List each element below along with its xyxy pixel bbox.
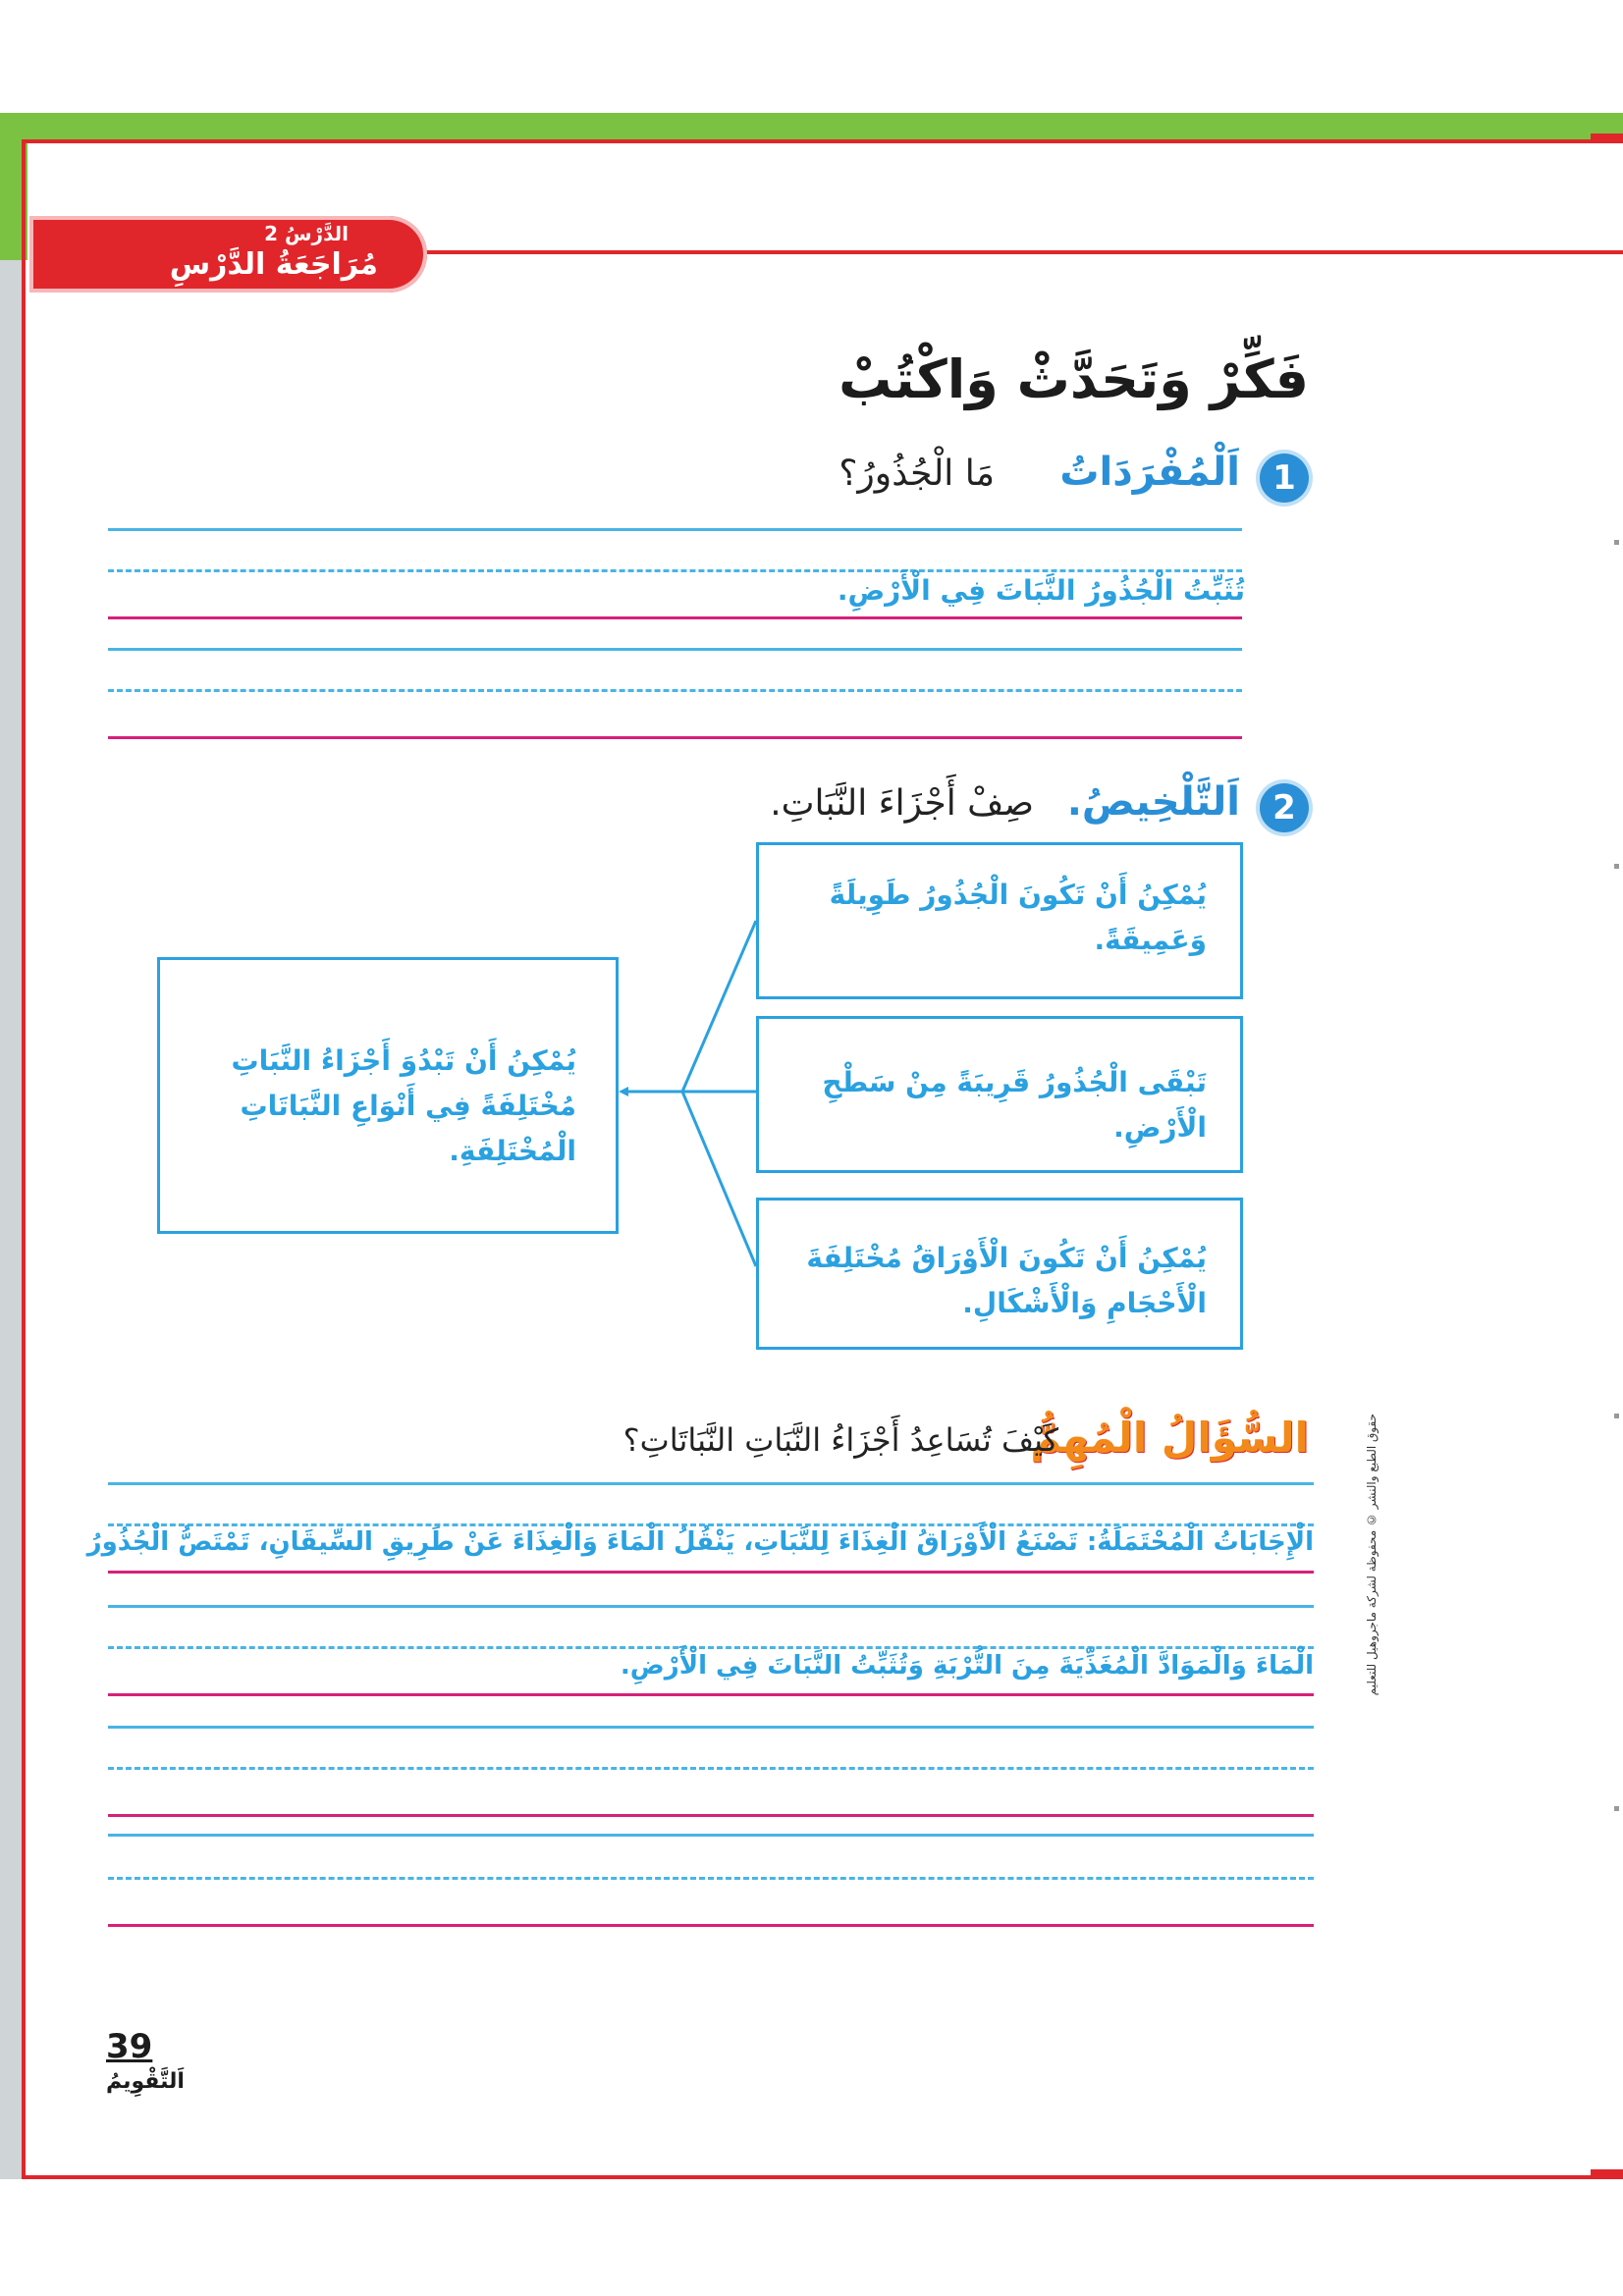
writing-line-base bbox=[108, 1571, 1314, 1574]
writing-line-middle bbox=[108, 1523, 1314, 1526]
writing-line-top bbox=[108, 648, 1242, 651]
lesson-number: الدَّرْسُ 2 bbox=[264, 222, 349, 245]
lesson-title: مُرَاجَعَةُ الدَّرْسِ bbox=[169, 247, 378, 282]
question-1-answer: تُثَبِّتُ الْجُذُورُ النَّبَاتَ فِي الْأَرْضِ. bbox=[837, 574, 1245, 607]
page-title: فَكِّرْ وَتَحَدَّثْ وَاكْتُبْ bbox=[839, 348, 1309, 410]
writing-line-base bbox=[108, 1814, 1314, 1817]
lesson-tab bbox=[29, 216, 427, 293]
page-number: 39 bbox=[106, 2027, 153, 2066]
summary-box-text: يُمْكِنُ أَنْ تَبْدُوَ أَجْزَاءُ النَّبَاتِ مُخْتَلِفَةً فِي أَنْوَاعِ النَّبَاتَاتِ الْمُخْتَلِفَةِ. bbox=[231, 1044, 576, 1167]
top-right-red-mark bbox=[1591, 133, 1623, 141]
writing-line-base bbox=[108, 616, 1242, 619]
writing-line-middle bbox=[108, 569, 1242, 572]
question-2-number: 2 bbox=[1260, 783, 1309, 832]
top-green-strip bbox=[0, 113, 1623, 140]
connector-lines bbox=[609, 913, 766, 1276]
right-margin-marks bbox=[1610, 530, 1622, 2002]
question-2-text: صِفْ أَجْزَاءَ النَّبَاتِ. bbox=[770, 783, 1034, 824]
summary-box bbox=[157, 957, 619, 1234]
question-1-number: 1 bbox=[1260, 454, 1309, 503]
copyright-credit: حقوق الطبع والنشر © محفوظة لشركة ماجروهيل للتعليم bbox=[1365, 1414, 1379, 1696]
writing-line-top bbox=[108, 1482, 1314, 1485]
detail-box-3-text: يُمْكِنُ أَنْ تَكُونَ الْأَوْرَاقُ مُخْتَلِفَةَ الْأَحْجَامِ وَالْأَشْكَالِ. bbox=[806, 1242, 1207, 1319]
writing-line-base bbox=[108, 1924, 1314, 1927]
question-1-label: اَلْمُفْرَدَاتُ bbox=[1059, 450, 1240, 495]
lesson-header-line bbox=[412, 250, 1623, 254]
essential-answer-line-2: الْمَاءَ وَالْمَوَادَّ الْمُغَذِّيَةَ مِنَ التُّرْبَةِ وَتُثَبِّتُ النَّبَاتَ فِي الْأَرْضِ. bbox=[620, 1651, 1314, 1681]
writing-line-top bbox=[108, 1605, 1314, 1608]
writing-line-top bbox=[108, 528, 1242, 531]
writing-line-middle bbox=[108, 1646, 1314, 1649]
writing-line-base bbox=[108, 1693, 1314, 1696]
writing-line-middle bbox=[108, 1877, 1314, 1880]
essential-question-text: كَيْفَ تُسَاعِدُ أَجْزَاءُ النَّبَاتِ النَّبَاتَاتِ؟ bbox=[622, 1421, 1058, 1459]
writing-line-middle bbox=[108, 689, 1242, 692]
writing-line-top bbox=[108, 1834, 1314, 1837]
detail-box-1 bbox=[756, 842, 1243, 999]
left-page-edge bbox=[0, 260, 22, 2179]
essential-answer-line-1: الْإِجَابَاتُ الْمُحْتَمَلَةُ: تَصْنَعُ الْأَوْرَاقُ الْغِذَاءَ لِلنَّبَاتِ، يَنْقُلُ الْمَاءَ وَالْغِذَاءَ عَنْ طَرِيقِ السِّيقَانِ، تَمْتَصُّ الْجُذُورُ bbox=[86, 1527, 1314, 1557]
question-1-text: مَا الْجُذُورُ؟ bbox=[839, 454, 995, 494]
writing-line-base bbox=[108, 736, 1242, 739]
question-2-label: اَلتَّلْخِيصُ. bbox=[1066, 779, 1240, 825]
page-section-label: اَلتَّقْوِيمُ bbox=[106, 2069, 185, 2094]
writing-line-top bbox=[108, 1726, 1314, 1729]
detail-box-2 bbox=[756, 1016, 1243, 1173]
essential-question-label: السُّؤَالُ الْمُهِمُّ bbox=[1030, 1414, 1309, 1462]
writing-line-middle bbox=[108, 1767, 1314, 1770]
bottom-right-red-mark bbox=[1591, 2169, 1623, 2179]
detail-box-3 bbox=[756, 1198, 1243, 1350]
detail-box-2-text: تَبْقَى الْجُذُورُ قَرِيبَةً مِنْ سَطْحِ الْأَرْضِ. bbox=[822, 1066, 1207, 1144]
detail-box-1-text: يُمْكِنُ أَنْ تَكُونَ الْجُذُورُ طَوِيلَةً وَعَمِيقَةً. bbox=[829, 879, 1207, 956]
